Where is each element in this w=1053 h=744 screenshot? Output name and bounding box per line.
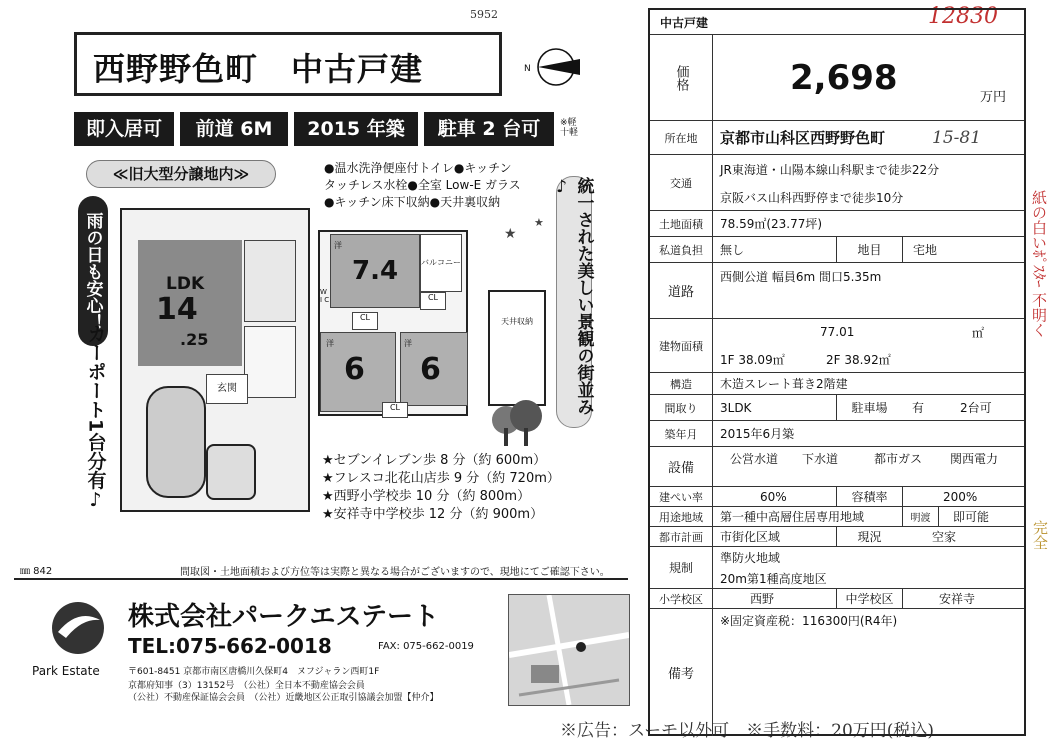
layout-row <box>650 394 1024 420</box>
kitchen-area <box>244 240 296 322</box>
price-row <box>650 34 1024 120</box>
floorplan-2f <box>318 230 468 416</box>
tag-note: ※軽十軽 <box>560 118 579 138</box>
built-row <box>650 420 1024 446</box>
access-item: ★西野小学校歩 10 分（約 800m） <box>322 489 531 504</box>
attic-storage: 天井収納 <box>488 290 546 406</box>
regulation-label: 規制 <box>650 547 713 588</box>
price-label: 価格 <box>650 35 713 120</box>
access-item: ★安祥寺中学校歩 12 分（約 900m） <box>322 507 544 522</box>
tel-label: TEL: <box>128 634 177 658</box>
access-list <box>322 452 602 524</box>
chimoku-value: 宅地 <box>902 237 937 262</box>
ratio-row <box>650 486 1024 506</box>
junior-high-label: 中学校区 <box>836 589 902 608</box>
traffic-row <box>650 154 1024 210</box>
wic-label: W I C <box>320 288 330 304</box>
table-header-row <box>650 10 1024 34</box>
feature-line: タッチレス水栓●全室 Low-E ガラス <box>324 178 521 192</box>
elementary-label: 小学校区 <box>650 589 713 608</box>
closet-label: CL <box>352 312 378 330</box>
equip-item: 関西電力 <box>950 451 999 466</box>
room-size-a: 6 <box>344 352 365 387</box>
location-value: 京都市山科区西野野色町 <box>720 129 886 147</box>
parking-label: 駐車場 <box>836 395 902 420</box>
location-label: 所在地 <box>650 121 713 154</box>
remarks-value: ※固定資産税：116300円(R4年) <box>720 613 898 628</box>
carport-banner: カーポート1台分有♪ <box>84 324 107 512</box>
city-plan-row <box>650 526 1024 546</box>
floorplan-1f <box>120 208 310 512</box>
handwritten-number: 12830 <box>928 4 998 29</box>
tag-built-year: 2015 年築 <box>294 112 418 146</box>
equip-label: 設備 <box>650 447 713 486</box>
school-row <box>650 588 1024 608</box>
structure-value: 木造スレート葺き2階建 <box>720 377 848 391</box>
handwritten-gold-note: 完全 <box>1031 520 1049 550</box>
zoning-value: 第一種中高層住居専用地域 <box>720 510 865 524</box>
regulation-line-1: 準防火地域 <box>720 551 781 565</box>
parking-count: 2台可 <box>960 401 992 415</box>
logo-text: Park Estate <box>32 664 100 678</box>
company-association: （公社）不動産保証協会会員 （公社）近畿地区公正取引協議会加盟【仲介】 <box>128 693 439 703</box>
star-icon: ★ <box>534 216 544 229</box>
handwritten-bottom-note: ※広告：スーモ以外可 ※手数料：20万円(税込) <box>560 721 935 741</box>
subdivision-banner: ≪旧大型分譲地内≫ <box>86 160 276 188</box>
handover-value: 即可能 <box>938 507 989 526</box>
bath-area <box>244 326 296 398</box>
flyer-code: ㎜ 842 <box>20 566 53 577</box>
property-table <box>648 8 1026 736</box>
title-box <box>74 32 502 96</box>
structure-row <box>650 372 1024 394</box>
layout-label: 間取り <box>650 395 713 420</box>
building-floor-1: 1F 38.09㎡ <box>720 352 785 367</box>
room-size-b: 6 <box>420 352 441 387</box>
building-unit: ㎡ <box>972 325 985 340</box>
divider <box>14 578 628 580</box>
city-plan-label: 都市計画 <box>650 527 713 546</box>
city-plan-value: 市街化区域 <box>720 530 781 544</box>
private-road-value: 無し <box>720 243 745 257</box>
rainy-day-banner: 雨の日も安心！ <box>78 196 108 346</box>
location-row <box>650 120 1024 154</box>
tree-icon <box>488 398 548 448</box>
land-value: 78.59㎡(23.77坪) <box>720 217 823 231</box>
road-label: 道路 <box>650 263 713 318</box>
private-road-row <box>650 236 1024 262</box>
regulation-row <box>650 546 1024 588</box>
page-title: 西野野色町 中古戸建 <box>93 50 424 88</box>
tag-road: 前道 6M <box>180 112 288 146</box>
feature-line: ●温水洗浄便座付トイレ●キッチン <box>324 161 512 175</box>
remarks-label: 備考 <box>650 609 713 736</box>
star-icon: ★ <box>504 226 517 242</box>
traffic-line-2: 京阪バス山科西野停まで徒歩10分 <box>720 190 904 205</box>
remarks-row <box>650 608 1024 736</box>
equip-item: 下水道 <box>802 451 839 466</box>
equip-item: 公営水道 <box>730 451 779 466</box>
built-value: 2015年6月築 <box>720 427 795 441</box>
road-row <box>650 262 1024 318</box>
road-value: 西側公道 幅員6m 間口5.35m <box>720 269 882 284</box>
tag-parking: 駐車 2 台可 <box>424 112 554 146</box>
equip-item: 都市ガス <box>874 451 923 466</box>
handwritten-side-note: 紙の白いﾎﾟｽﾀｰ 不明く <box>1030 190 1048 338</box>
entrance-label: 玄関 <box>206 374 248 404</box>
chimoku-label: 地目 <box>836 237 902 262</box>
room-size-top: 7.4 <box>352 256 399 286</box>
status-value: 空家 <box>932 530 957 544</box>
price-unit: 万円 <box>980 89 1007 105</box>
features-list <box>324 160 560 211</box>
top-annotation: 5952 <box>470 8 498 21</box>
ldk-label: LDK <box>166 274 205 294</box>
company-phone <box>128 634 332 658</box>
land-label: 土地面積 <box>650 211 713 236</box>
land-row <box>650 210 1024 236</box>
compass-north-label: N <box>524 64 531 74</box>
parking-value: 有 <box>912 401 925 415</box>
zoning-row <box>650 506 1024 526</box>
access-item: ★セブンイレブン歩 8 分（約 600m） <box>322 453 547 468</box>
structure-label: 構造 <box>650 373 713 394</box>
company-name: 株式会社パークエステート <box>128 602 439 632</box>
disclaimer: 間取図・土地面積および方位等は実際と異なる場合がございますので、現地にてご確認下さい。 <box>180 567 610 578</box>
building-row <box>650 318 1024 372</box>
traffic-line-1: JR東海道・山陽本線山科駅まで徒歩22分 <box>720 162 940 177</box>
zoning-label: 用途地域 <box>650 507 713 526</box>
feature-line: ●キッチン床下収納●天井裏収納 <box>324 195 501 209</box>
closet-label: CL <box>420 292 446 310</box>
building-floor-2: 2F 38.92㎡ <box>826 352 891 367</box>
access-item: ★フレスコ北花山店歩 9 分（約 720m） <box>322 471 560 486</box>
ldk-size: 14 <box>156 292 198 327</box>
regulation-line-2: 20m第1種高度地区 <box>720 572 827 586</box>
building-label: 建物面積 <box>650 319 713 372</box>
bcr-value: 60% <box>760 489 787 504</box>
elementary-value: 西野 <box>750 592 775 606</box>
balcony-label: バルコニー <box>420 234 462 292</box>
room-type-label: 洋 <box>404 339 412 348</box>
built-label: 築年月 <box>650 421 713 446</box>
table-header: 中古戸建 <box>660 15 709 30</box>
equip-row <box>650 446 1024 486</box>
location-map <box>508 594 630 706</box>
building-total: 77.01 <box>820 325 855 339</box>
closet-label: CL <box>382 402 408 418</box>
room-type-label: 洋 <box>334 241 342 250</box>
car-small-icon <box>206 444 256 500</box>
townscape-banner: 統一された美しい景観の街並み♪ <box>556 176 592 428</box>
ldk-size-fraction: .25 <box>180 330 209 349</box>
private-road-label: 私道負担 <box>650 237 713 262</box>
far-value: 200% <box>902 487 977 506</box>
handover-label: 明渡 <box>902 507 938 526</box>
junior-high-value: 安祥寺 <box>902 589 975 608</box>
location-handwritten: 15-81 <box>932 127 982 148</box>
status-label: 現況 <box>836 527 902 546</box>
traffic-label: 交通 <box>650 155 713 210</box>
company-fax: FAX: 075-662-0019 <box>378 641 474 652</box>
tel-number: 075-662-0018 <box>176 634 332 658</box>
price-value: 2,698 <box>790 57 898 98</box>
car-icon <box>146 386 206 498</box>
company-address: 〒601-8451 京都市南区唐橋川久保町4 ヌフジャラン西町1F <box>128 667 380 677</box>
compass-icon <box>522 46 586 88</box>
room-type-label: 洋 <box>326 339 334 348</box>
far-label: 容積率 <box>836 487 902 506</box>
layout-value: 3LDK <box>720 400 752 415</box>
tag-move-in: 即入居可 <box>74 112 174 146</box>
company-license: 京都府知事（3）13152号 （公社）全日本不動産協会会員 <box>128 681 365 691</box>
bcr-label: 建ぺい率 <box>650 487 713 506</box>
